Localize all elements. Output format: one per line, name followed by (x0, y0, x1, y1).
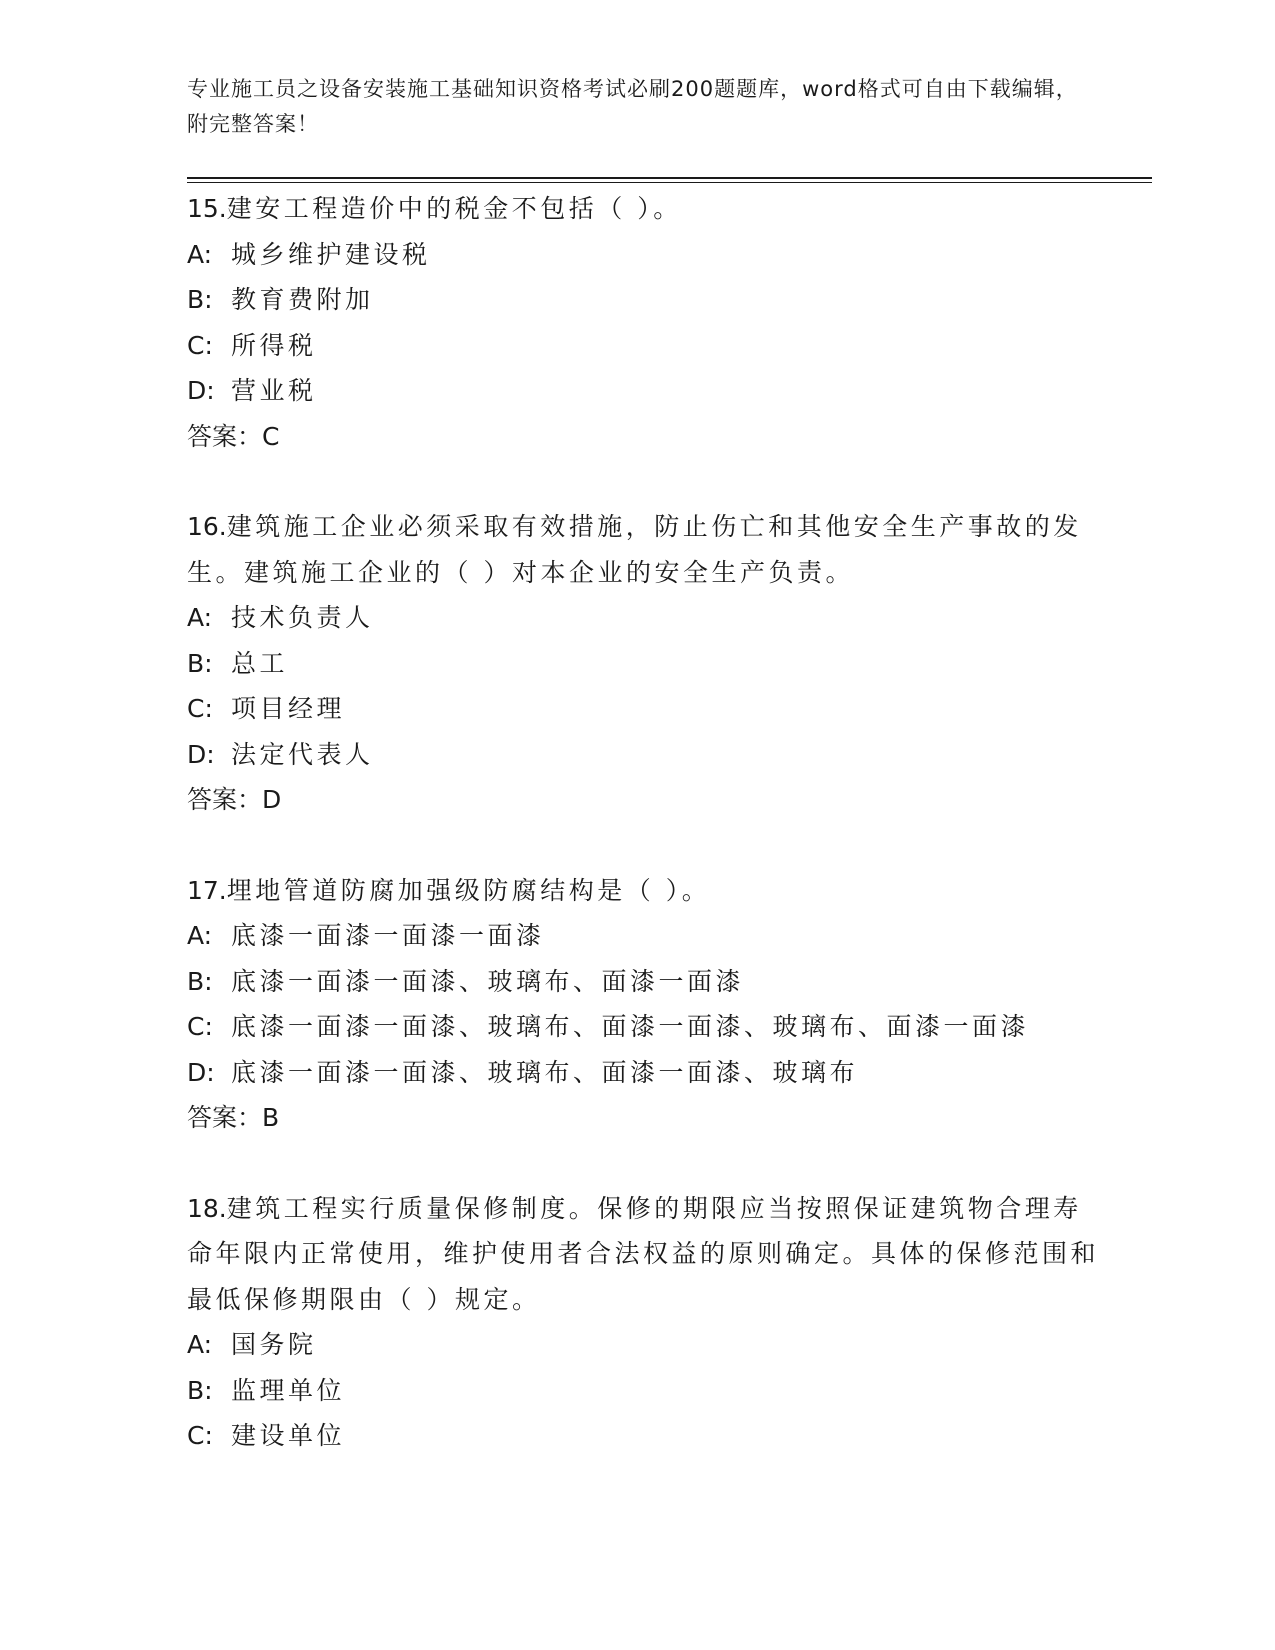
option-d (187, 732, 1107, 778)
question-15 (187, 186, 1107, 459)
option-b (187, 277, 1107, 323)
header-divider-thin (187, 182, 1152, 183)
option-text: 城乡维护建设税 (231, 239, 431, 269)
option-c (187, 323, 1107, 369)
question-stem (187, 504, 1107, 595)
option-text: 总工 (231, 648, 289, 678)
option-letter: A: (187, 603, 213, 632)
option-text: 技术负责人 (231, 603, 374, 632)
option-letter: D: (187, 376, 215, 405)
question-text: 建筑施工企业必须采取有效措施，防止伤亡和其他安全生产事故的发生。建筑施工企业的（ ）对本企业的安全生产负责。 (187, 512, 1082, 587)
question-number: 15. (187, 194, 227, 223)
option-d (187, 368, 1107, 414)
answer-line: 答案：B (187, 1103, 280, 1132)
option-text: 项目经理 (231, 694, 346, 723)
header-divider-thick (187, 177, 1152, 179)
option-letter: D: (187, 1057, 215, 1087)
option-letter: C: (187, 1012, 213, 1041)
option-a (187, 232, 1107, 278)
option-letter: C: (187, 330, 213, 360)
option-letter: C: (187, 1421, 213, 1450)
option-c (187, 1413, 1107, 1459)
option-text: 营业税 (231, 376, 317, 405)
document-title: 专业施工员之设备安装施工基础知识资格考试必刷200题题库，word格式可自由下载编辑，附完整答案！ (187, 77, 1078, 136)
option-letter: B: (187, 1375, 213, 1405)
option-text: 底漆一面漆一面漆一面漆 (231, 921, 545, 950)
option-letter: A: (187, 921, 213, 950)
document-header (187, 72, 1087, 142)
option-text: 底漆一面漆一面漆、玻璃布、面漆一面漆、玻璃布 (231, 1057, 859, 1087)
question-18 (187, 1186, 1107, 1459)
question-text: 建安工程造价中的税金不包括（ ）。 (226, 194, 682, 223)
option-text: 国务院 (231, 1330, 317, 1359)
option-b (187, 959, 1107, 1005)
question-stem (187, 186, 1107, 232)
question-text: 建筑工程实行质量保修制度。保修的期限应当按照保证建筑物合理寿命年限内正常使用，维护使用者合法权益的原则确定。具体的保修范围和最低保修期限由（ ）规定。 (187, 1193, 1100, 1314)
question-stem (187, 868, 1107, 914)
answer-line: 答案：D (187, 785, 282, 814)
option-a (187, 595, 1107, 641)
option-text: 教育费附加 (231, 285, 374, 314)
option-a (187, 913, 1107, 959)
question-number: 17. (187, 875, 227, 905)
option-b (187, 1368, 1107, 1414)
answer-line: 答案：C (187, 421, 280, 451)
option-c (187, 1004, 1107, 1050)
question-list (187, 186, 1107, 1504)
option-text: 监理单位 (231, 1375, 346, 1405)
option-letter: D: (187, 739, 215, 769)
question-number: 16. (187, 512, 227, 541)
option-text: 底漆一面漆一面漆、玻璃布、面漆一面漆 (231, 966, 745, 996)
question-17 (187, 868, 1107, 1141)
option-c (187, 686, 1107, 732)
question-text: 埋地管道防腐加强级防腐结构是（ ）。 (226, 875, 711, 905)
option-b (187, 641, 1107, 687)
option-text: 所得税 (231, 330, 317, 360)
option-text: 法定代表人 (231, 739, 374, 769)
option-d (187, 1050, 1107, 1096)
option-letter: C: (187, 694, 213, 723)
option-text: 底漆一面漆一面漆、玻璃布、面漆一面漆、玻璃布、面漆一面漆 (231, 1012, 1030, 1041)
option-letter: B: (187, 648, 213, 678)
option-letter: B: (187, 285, 213, 314)
question-16 (187, 504, 1107, 823)
option-text: 建设单位 (231, 1421, 346, 1450)
question-number: 18. (187, 1193, 227, 1223)
option-a (187, 1322, 1107, 1368)
option-letter: A: (187, 1330, 213, 1359)
question-stem (187, 1186, 1107, 1323)
option-letter: A: (187, 239, 213, 269)
option-letter: B: (187, 966, 213, 996)
